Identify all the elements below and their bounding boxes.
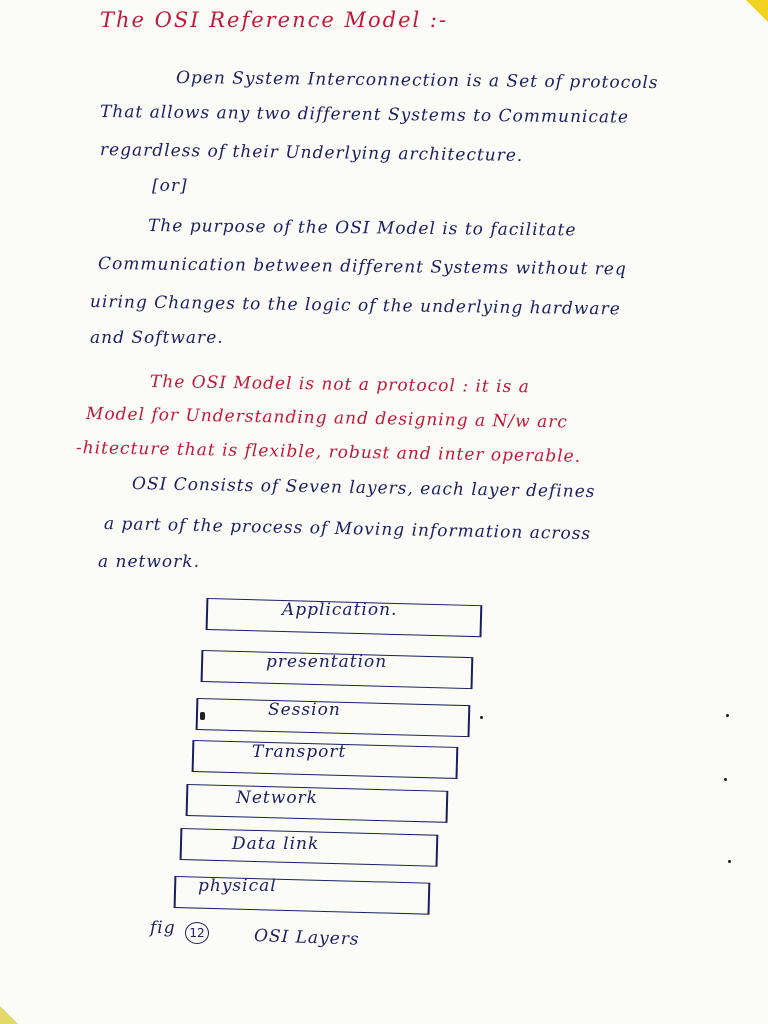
layer-label-session: Session (268, 700, 341, 720)
paragraph4-line2: a part of the process of Moving information across (103, 514, 592, 545)
paragraph3-line3: -hitecture that is flexible, robust and inter operable. (75, 438, 582, 467)
layer-label-network: Network (236, 788, 318, 808)
page-corner-bottom-left (0, 1006, 18, 1024)
ink-mark (200, 712, 205, 720)
paragraph3-line2: Model for Understanding and designing a N/w arc (85, 404, 568, 433)
ink-dot (726, 714, 729, 717)
layer-label-application: Application. (282, 600, 398, 620)
or-marker: [or] (152, 176, 188, 196)
figure-caption: OSI Layers (253, 926, 360, 950)
ink-dot (480, 716, 483, 719)
page-title: The OSI Reference Model :- (100, 8, 449, 32)
paragraph2-line4: and Software. (90, 328, 224, 348)
paragraph1-line1: Open System Interconnection is a Set of protocols (175, 68, 659, 94)
paragraph1-line2: That allows any two different Systems to Communicate (99, 102, 630, 128)
figure-prefix: fig (150, 918, 176, 938)
figure-number-circle: 12 (185, 922, 209, 944)
paragraph3-line1: The OSI Model is not a protocol : it is a (149, 372, 530, 398)
page-corner-top-right (746, 0, 768, 22)
ink-dot (724, 778, 727, 781)
paragraph2-line3: uiring Changes to the logic of the underlying hardware (89, 292, 621, 320)
layer-label-presentation: presentation (266, 652, 388, 672)
layer-label-data-link: Data link (232, 834, 320, 854)
paragraph4-line3: a network. (98, 552, 200, 572)
layer-label-transport: Transport (252, 742, 347, 762)
paragraph2-line1: The purpose of the OSI Model is to facilitate (147, 216, 577, 241)
paragraph1-line3: regardless of their Underlying architecture. (99, 140, 524, 166)
ink-dot (728, 860, 731, 863)
paragraph2-line2: Communication between different Systems without req (97, 254, 627, 280)
paragraph4-line1: OSI Consists of Seven layers, each layer defines (131, 474, 596, 503)
layer-label-physical: physical (198, 876, 277, 896)
